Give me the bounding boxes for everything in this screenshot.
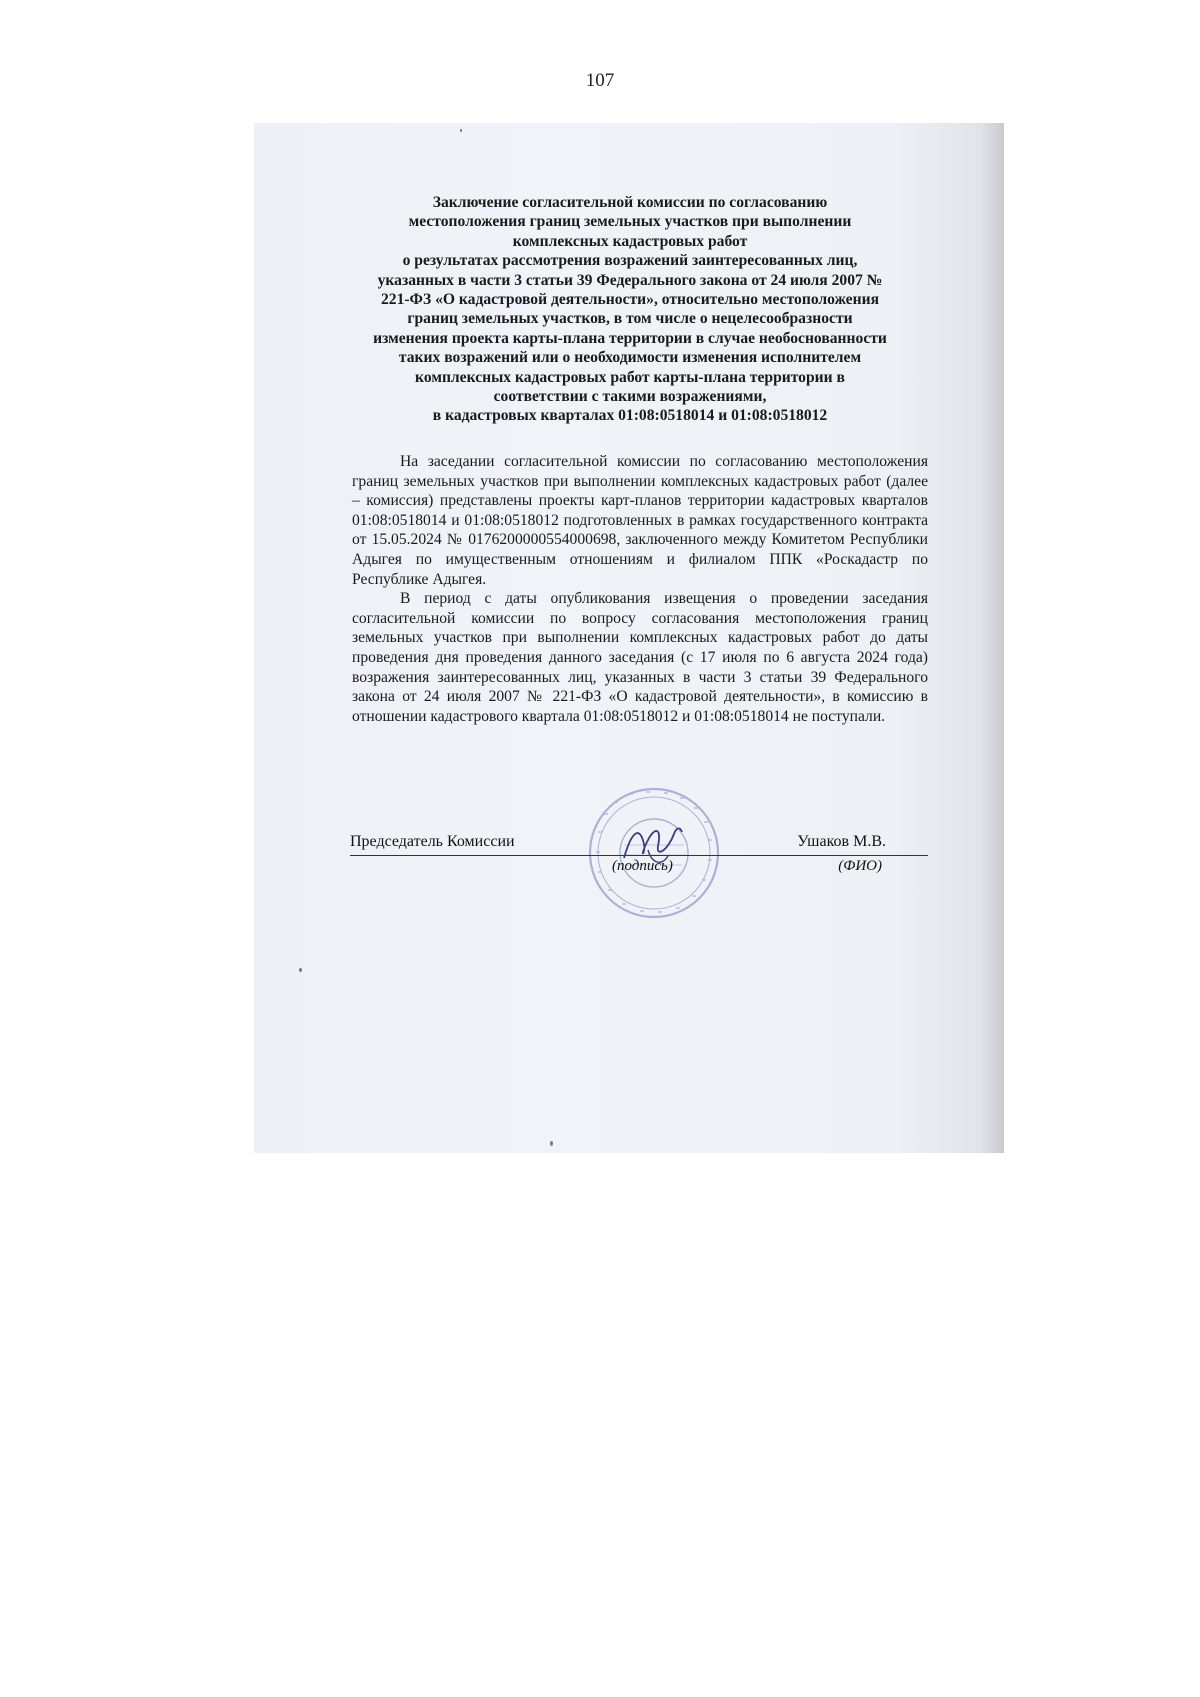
- signature-block: [350, 828, 930, 888]
- body-paragraph-1: На заседании согласительной комиссии по согласованию местоположения границ земельных участков при выполнении комплексных кадастровых работ (далее – комиссия) представлены проекты карт-планов территории кадастровых кварталов 01:08:0518014 и 01:08:0518012 подготовленных в рамках государственного контракта от 15.05.2024 № 0176200000554000698, заключенного между Комитетом Республики Адыгея по имущественным отношениям и филиалом ППК «Роскадастр по Республике Адыгея.: [352, 453, 928, 588]
- scan-speck: [460, 129, 462, 132]
- page-number: 107: [585, 70, 615, 91]
- scan-speck: [299, 968, 302, 972]
- scan-shadow-edge: [982, 123, 1004, 1153]
- signature-role: Председатель Комиссии: [350, 833, 515, 850]
- signature-hint: (подпись): [612, 858, 673, 874]
- signature-name: Ушаков М.В.: [797, 833, 886, 850]
- fio-hint: (ФИО): [838, 858, 882, 874]
- scan-speck: [550, 1141, 553, 1146]
- scanned-document: [254, 123, 1004, 1153]
- document-title: Заключение согласительной комиссии по согласованию местоположения границ земельных участков при выполнении комплексных кадастровых работ о результатах рассмотрения возражений заинтересованных лиц, указанных в части 3 статьи 39 Федерального закона от 24 июля 2007 № 221-ФЗ «О кадастровой деятельности», относительно местоположения границ земельных участков, в том числе о нецелесообразности изменения проекта карты-плана территории в случае необоснованности таких возражений или о необходимости изменения исполнителем комплексных кадастровых работ карты-плана территории в соответствии с такими возражениями, в кадастровых кварталах 01:08:0518014 и 01:08:0518012: [373, 194, 887, 425]
- body-paragraph-2: В период с даты опубликования извещения о проведении заседания согласительной комиссии по вопросу согласования местоположения границ земельных участков при выполнении комплексных кадастровых работ до даты проведения дня проведения данного заседания (с 17 июля по 6 августа 2024 года) возражения заинтересованных лиц, указанных в части 3 статьи 39 Федерального закона от 24 июля 2007 № 221-ФЗ «О кадастровой деятельности», в комиссию в отношении кадастрового квартала 01:08:0518012 и 01:08:0518014 не поступали.: [352, 590, 928, 725]
- document-body: [352, 452, 928, 726]
